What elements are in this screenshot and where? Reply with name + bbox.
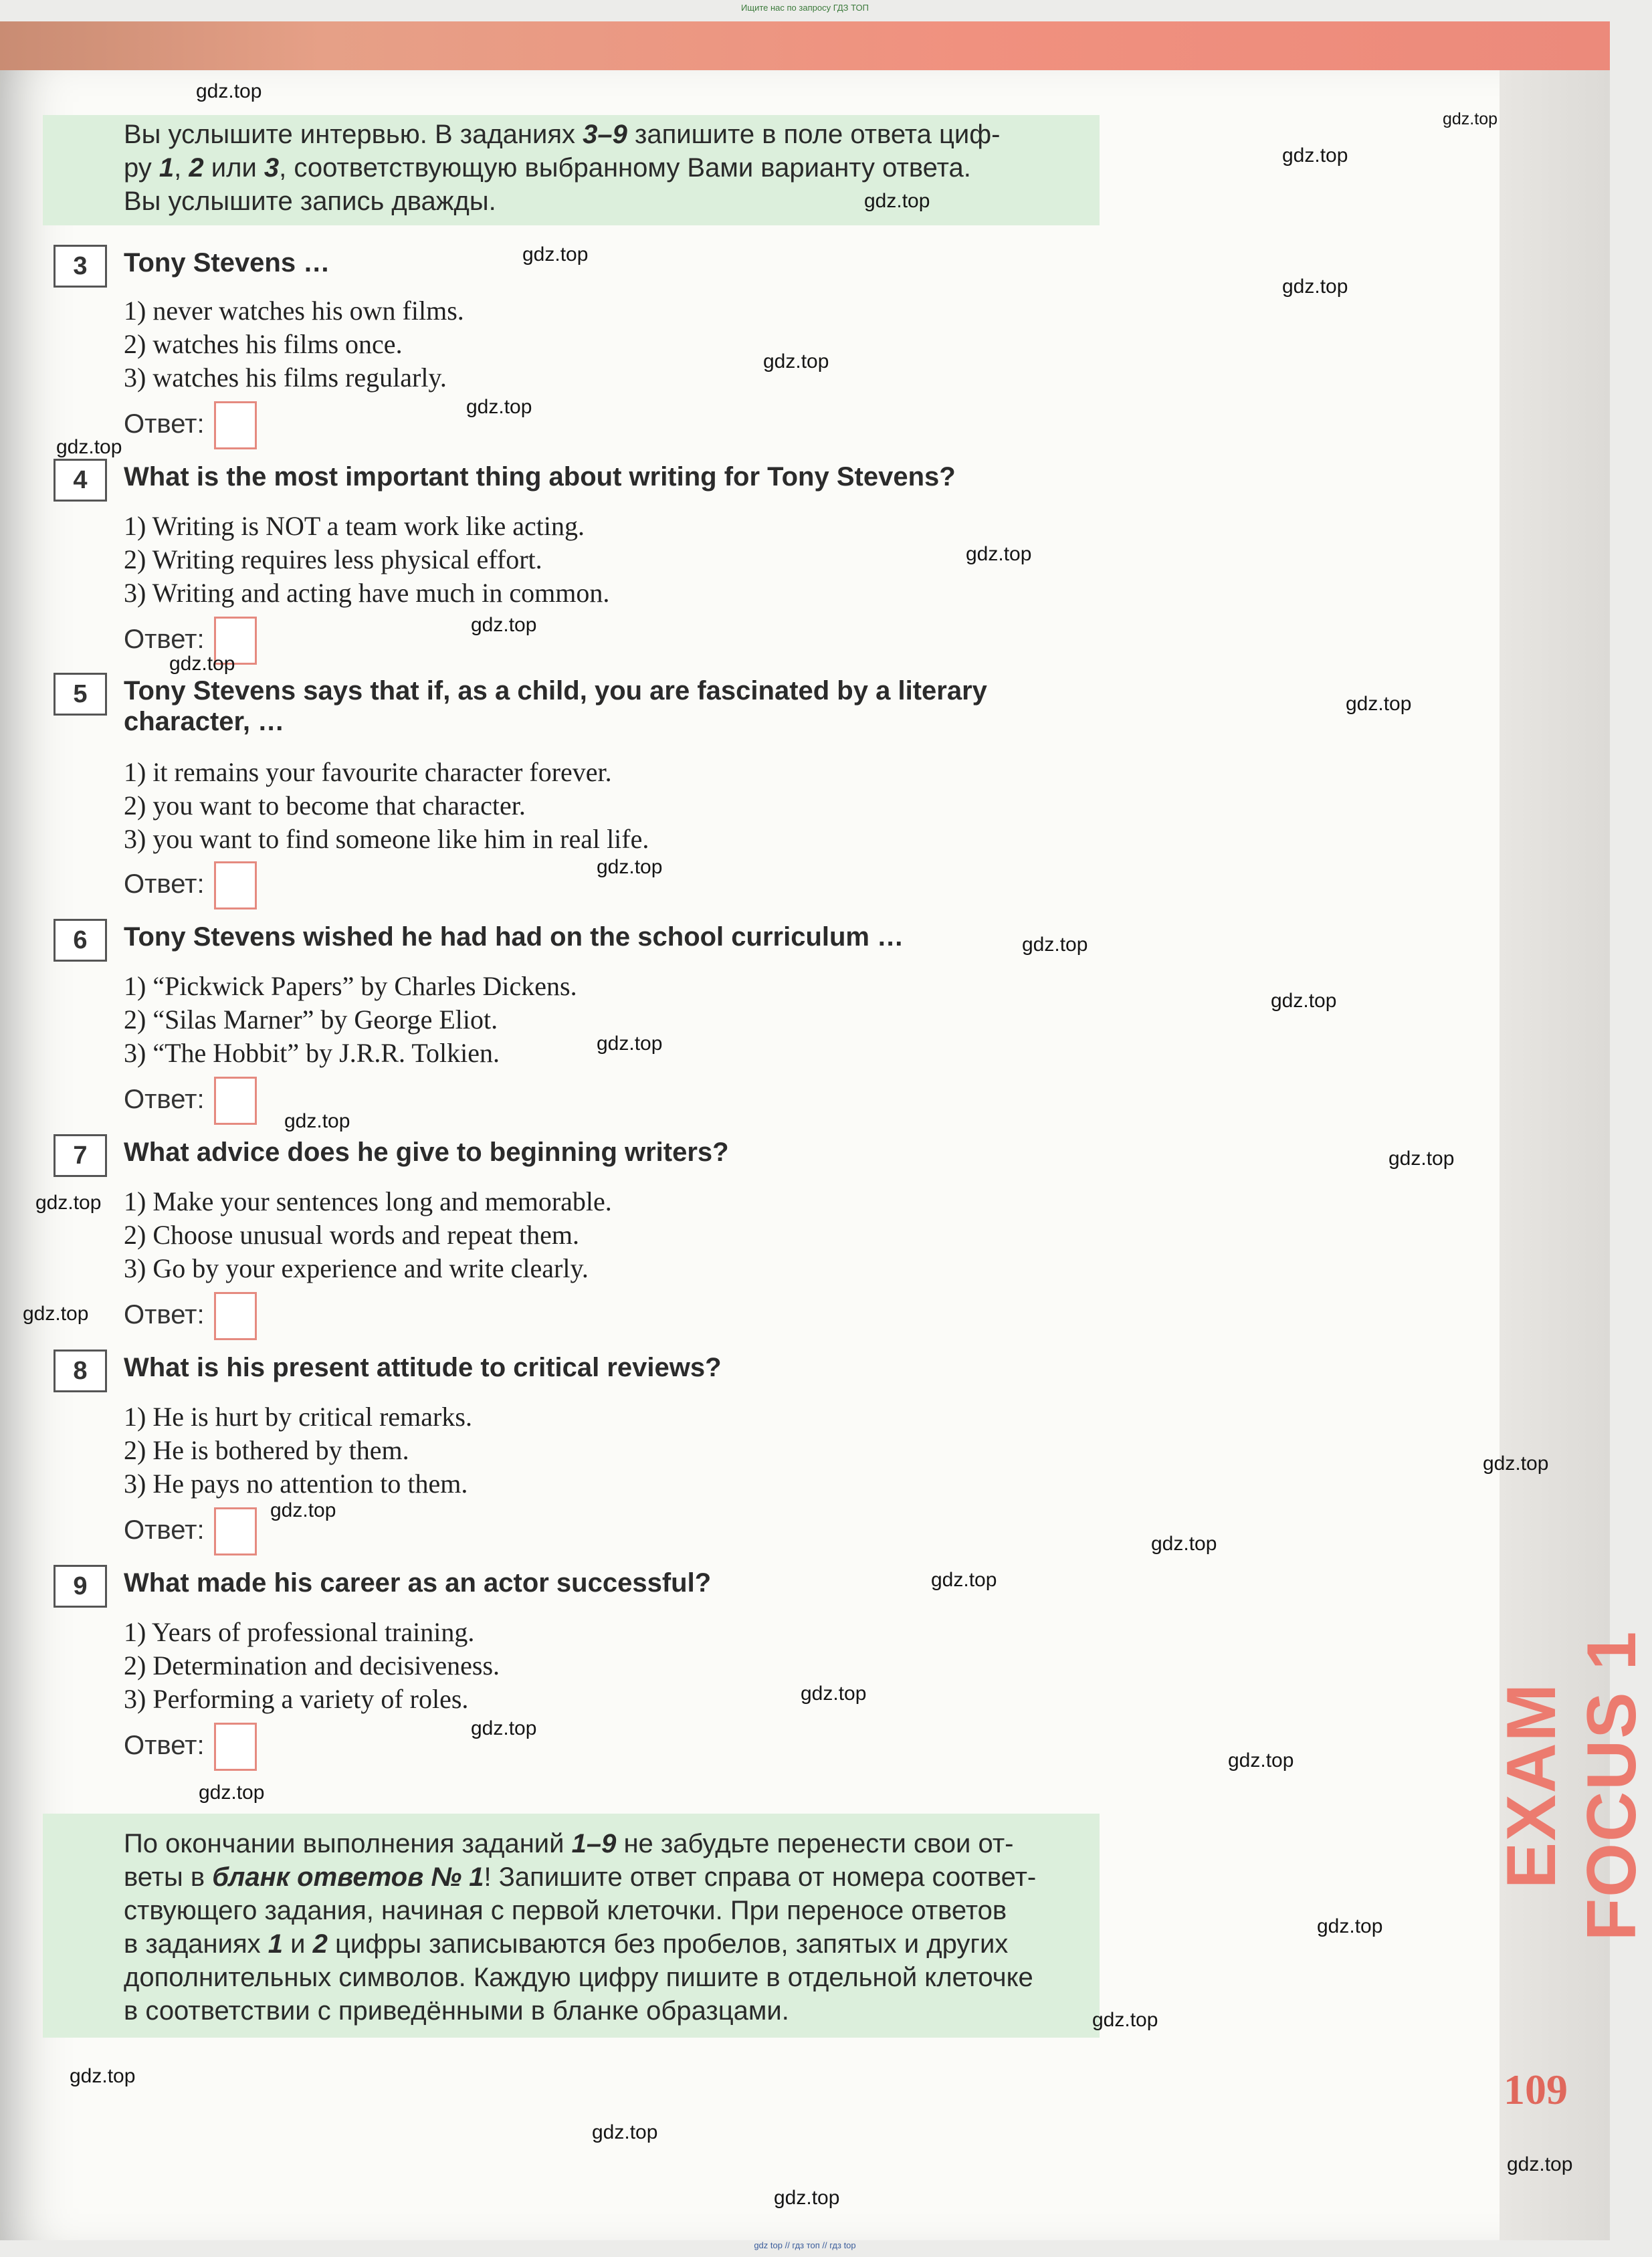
watermark: gdz.top: [1443, 110, 1498, 128]
question-8-option-1: 1) He is hurt by critical remarks.: [124, 1402, 472, 1432]
question-5-option-1: 1) it remains your favourite character forever.: [124, 757, 612, 787]
watermark: gdz.top: [270, 1499, 336, 1521]
header-band: [0, 21, 1610, 74]
final-line-4: в заданиях 1 и 2 цифры записываются без пробелов, запятых и других: [124, 1929, 1009, 1959]
question-6-option-1: 1) “Pickwick Papers” by Charles Dickens.: [124, 971, 577, 1001]
question-3-option-3: 3) watches his films regularly.: [124, 362, 447, 393]
watermark: gdz.top: [597, 856, 663, 878]
question-3-option-1: 1) never watches his own films.: [124, 296, 464, 326]
question-7-options: [124, 1185, 612, 1285]
question-7-text: What advice does he give to beginning writers?: [124, 1138, 729, 1167]
question-7-option-3: 3) Go by your experience and write clearly.: [124, 1253, 589, 1283]
question-6-answer-label: Ответ:: [124, 1085, 205, 1114]
question-5-option-3: 3) you want to find someone like him in real life.: [124, 824, 649, 854]
watermark: gdz.top: [196, 80, 262, 102]
watermark: gdz.top: [763, 350, 829, 372]
question-5-text: Tony Stevens says that if, as a child, you are fascinated by a literary character, …: [124, 676, 987, 736]
question-9-text: What made his career as an actor successful?: [124, 1568, 712, 1598]
question-5-answer-box[interactable]: [214, 861, 257, 909]
watermark: gdz.top: [1483, 1453, 1549, 1475]
bottom-caption: gdz top // гдз топ // гдз top: [754, 2240, 856, 2250]
final-line-1: По окончании выполнения заданий 1–9 не забудьте перенести свои от-: [124, 1829, 1014, 1858]
question-7-number: 7: [54, 1134, 107, 1177]
question-4-number: 4: [54, 459, 107, 502]
question-9-answer-box[interactable]: [214, 1723, 257, 1771]
question-3-answer-label: Ответ:: [124, 409, 205, 439]
watermark: gdz.top: [1092, 2009, 1158, 2031]
watermark: gdz.top: [522, 243, 589, 265]
final-line-6: в соответствии с приведёнными в бланке образцами.: [124, 1996, 789, 2026]
watermark: gdz.top: [1346, 693, 1412, 715]
watermark: gdz.top: [1317, 1915, 1383, 1937]
question-3-answer-box[interactable]: [214, 401, 257, 449]
question-8-text: What is his present attitude to critical reviews?: [124, 1353, 722, 1382]
question-3-number: 3: [54, 245, 107, 288]
question-4-option-2: 2) Writing requires less physical effort.: [124, 544, 542, 574]
final-instruction-text: [124, 1827, 1100, 2028]
question-4-option-1: 1) Writing is NOT a team work like acting.: [124, 511, 585, 541]
question-6-option-3: 3) “The Hobbit” by J.R.R. Tolkien.: [124, 1038, 500, 1068]
watermark: gdz.top: [471, 1717, 537, 1739]
question-7-option-1: 1) Make your sentences long and memorable.: [124, 1186, 612, 1216]
question-8-answer-label: Ответ:: [124, 1515, 205, 1545]
question-9-options: [124, 1616, 500, 1716]
watermark: gdz.top: [592, 2121, 658, 2143]
watermark: gdz.top: [1282, 276, 1348, 298]
watermark: gdz.top: [169, 653, 235, 675]
watermark: gdz.top: [1228, 1749, 1294, 1771]
watermark: gdz.top: [284, 1110, 350, 1132]
final-line-2: веты в бланк ответов № 1! Запишите ответ справа от номера соответ-: [124, 1862, 1037, 1892]
question-5-option-2: 2) you want to become that character.: [124, 790, 526, 821]
watermark: gdz.top: [471, 614, 537, 636]
question-8-option-2: 2) He is bothered by them.: [124, 1435, 409, 1465]
question-8-option-3: 3) He pays no attention to them.: [124, 1469, 468, 1499]
page-number: 109: [1504, 2066, 1568, 2113]
side-label: EXAM FOCUS 1: [1493, 1630, 1651, 1941]
question-7-option-2: 2) Choose unusual words and repeat them.: [124, 1220, 579, 1250]
question-3-options: [124, 294, 464, 395]
question-6-answer-box[interactable]: [214, 1077, 257, 1125]
question-4-option-3: 3) Writing and acting have much in common.: [124, 578, 610, 608]
question-9-option-2: 2) Determination and decisiveness.: [124, 1650, 500, 1681]
final-line-3: ствующего задания, начиная с первой клеточки. При переносе ответов: [124, 1896, 1007, 1925]
watermark: gdz.top: [1507, 2153, 1573, 2175]
intro-text: [124, 118, 1100, 218]
intro-line-3: Вы услышите запись дважды.: [124, 187, 496, 216]
watermark: gdz.top: [35, 1192, 102, 1214]
question-6-option-2: 2) “Silas Marner” by George Eliot.: [124, 1004, 498, 1035]
watermark: gdz.top: [56, 436, 122, 458]
question-6-number: 6: [54, 919, 107, 962]
watermark: gdz.top: [199, 1782, 265, 1804]
question-4-options: [124, 510, 609, 610]
question-4-answer-label: Ответ:: [124, 625, 205, 654]
watermark: gdz.top: [864, 190, 930, 212]
question-9-answer-label: Ответ:: [124, 1731, 205, 1760]
question-5-options: [124, 756, 649, 856]
question-4-text: What is the most important thing about writing for Tony Stevens?: [124, 462, 956, 492]
watermark: gdz.top: [23, 1303, 89, 1325]
question-5-number: 5: [54, 673, 107, 716]
question-6-text: Tony Stevens wished he had had on the school curriculum …: [124, 922, 904, 952]
watermark: gdz.top: [70, 2065, 136, 2087]
watermark: gdz.top: [597, 1033, 663, 1055]
watermark: gdz.top: [1388, 1148, 1455, 1170]
top-caption: Ищите нас по запросу ГДЗ ТОП: [741, 3, 869, 13]
question-7-answer-box[interactable]: [214, 1292, 257, 1340]
intro-line-2: ру 1, 2 или 3, соответствующую выбранному Вами варианту ответа.: [124, 153, 971, 183]
watermark: gdz.top: [774, 2187, 840, 2209]
question-9-option-3: 3) Performing a variety of roles.: [124, 1684, 469, 1714]
watermark: gdz.top: [466, 396, 532, 418]
watermark: gdz.top: [931, 1569, 997, 1591]
watermark: gdz.top: [801, 1683, 867, 1705]
question-9-option-1: 1) Years of professional training.: [124, 1617, 475, 1647]
question-8-options: [124, 1400, 472, 1501]
question-5-answer-label: Ответ:: [124, 869, 205, 899]
watermark: gdz.top: [966, 543, 1032, 565]
question-8-answer-box[interactable]: [214, 1507, 257, 1555]
intro-line-1: Вы услышите интервью. В заданиях 3–9 запишите в поле ответа циф-: [124, 120, 1001, 149]
question-9-number: 9: [54, 1565, 107, 1608]
question-7-answer-label: Ответ:: [124, 1300, 205, 1329]
watermark: gdz.top: [1271, 990, 1337, 1012]
question-8-number: 8: [54, 1350, 107, 1392]
watermark: gdz.top: [1282, 144, 1348, 167]
question-3-option-2: 2) watches his films once.: [124, 329, 403, 359]
watermark: gdz.top: [1022, 934, 1088, 956]
watermark: gdz.top: [1151, 1533, 1217, 1555]
final-line-5: дополнительных символов. Каждую цифру пишите в отдельной клеточке: [124, 1963, 1033, 1992]
question-6-options: [124, 970, 577, 1070]
question-3-text: Tony Stevens …: [124, 248, 330, 278]
